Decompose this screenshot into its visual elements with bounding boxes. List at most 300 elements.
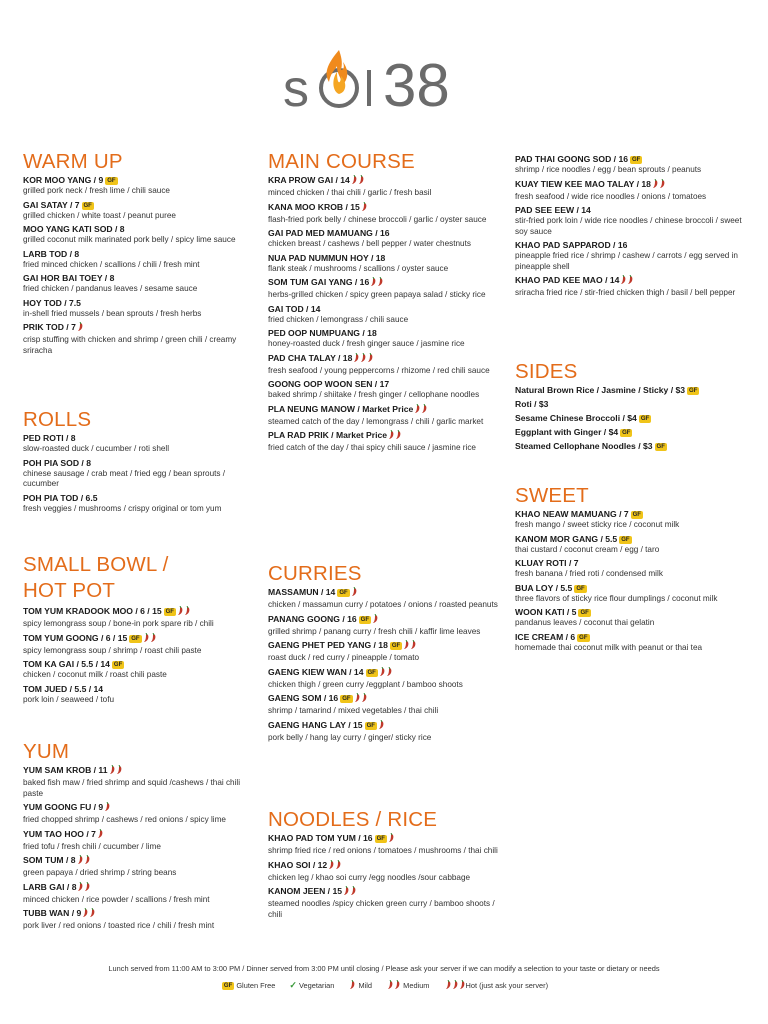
menu-item-name (268, 403, 500, 417)
gf-badge-icon: GF (107, 178, 116, 184)
menu-item-description: homemade thai coconut milk with peanut or thai tea (515, 642, 703, 652)
menu-item-name (268, 586, 500, 600)
menu-item-title: Natural Brown Rice / Jasmine / Sticky / $3 (515, 385, 686, 395)
legend-mild: Mild (348, 981, 372, 990)
menu-item (515, 606, 747, 629)
menu-item-name (268, 613, 500, 627)
menu-item (268, 227, 500, 250)
menu-item (23, 248, 255, 271)
menu-item-title: KRA PROW GAI / 14 (268, 175, 350, 185)
menu-item-description: grilled pork neck / fresh lime / chili sauce (23, 186, 170, 195)
menu-item-name (23, 828, 255, 842)
menu-item-title: PLA RAD PRIK / Market Price (268, 430, 388, 440)
section-title: WARM UP (23, 150, 123, 173)
menu-item-title: MOO YANG KATI SOD / 8 (23, 224, 125, 234)
menu-item-title: SOM TUM GAI YANG / 16 (268, 277, 370, 287)
menu-item-name (515, 631, 747, 643)
svg-text:38: 38 (383, 52, 450, 114)
menu-item (268, 639, 500, 664)
menu-item (268, 429, 500, 454)
menu-item (515, 426, 747, 438)
section-title: SWEET (515, 484, 589, 507)
menu-item-description: steamed catch of the day / lemongrass / chili / garlic market (268, 416, 484, 426)
gf-badge-icon: GF (656, 444, 665, 450)
menu-item-title: PLA NEUNG MANOW / Market Price (268, 403, 414, 414)
menu-item (268, 201, 500, 226)
menu-item-name (515, 582, 747, 594)
gf-badge-icon: GF (131, 635, 140, 642)
menu-item-title: PRIK TOD / 7 (23, 322, 76, 332)
menu-item-title: KHAO PAD KEE MAO / 14 (515, 275, 620, 285)
menu-item-title: GAENG PHET PED YANG / 18 (268, 640, 388, 650)
menu-item-title: PAD SEE EEW / 14 (515, 205, 591, 215)
legend (0, 980, 768, 992)
menu-item-title: KHAO SOI / 12 (268, 859, 328, 870)
chili-icon (351, 587, 358, 600)
menu-item (268, 613, 500, 638)
menu-item-title: POH PIA TOD / 6.5 (23, 492, 98, 503)
menu-item-description: flank steak / mushrooms / scallions / oyster sauce (268, 263, 449, 273)
menu-item (515, 204, 747, 237)
menu-item (515, 508, 747, 531)
menu-item-name (268, 276, 500, 290)
menu-item-name (515, 178, 747, 192)
menu-item (23, 801, 255, 826)
chili-icon (414, 404, 428, 417)
menu-item-description: pork liver / red onions / toasted rice / chili / fresh mint (23, 921, 215, 930)
menu-item-description: fried chicken / lemongrass / chili sauce (268, 314, 409, 324)
menu-item-name (515, 440, 747, 452)
menu-item-title: PAD CHA TALAY / 18 (268, 352, 353, 363)
menu-item-name (268, 174, 500, 188)
menu-item-name (23, 321, 255, 335)
menu-section (268, 808, 500, 922)
menu-item-title: GAI HOR BAI TOEY / 8 (23, 273, 115, 283)
legend-vegetarian: ✓ Vegetarian (289, 980, 335, 990)
menu-item-description: spicy lemongrass soup / shrimp / roast chili paste (23, 645, 202, 655)
menu-item-description: minced chicken / rice powder / scallions / fresh mint (23, 894, 210, 904)
menu-item-name (268, 227, 500, 239)
menu-item-name (515, 508, 747, 520)
menu-item (268, 692, 500, 717)
menu-item-name (23, 632, 255, 646)
chili-icon (388, 430, 402, 443)
menu-item (23, 658, 255, 681)
menu-item-description: grilled chicken / white toast / peanut puree (23, 210, 176, 220)
menu-item-description: grilled shrimp / panang curry / fresh chili / kaffir lime leaves (268, 626, 481, 636)
menu-item-title: KLUAY ROTI / 7 (515, 558, 579, 568)
menu-item-title: MASSAMUN / 14 (268, 587, 336, 597)
menu-item-title: KHAO PAD TOM YUM / 16 (268, 833, 373, 843)
menu-item (268, 378, 500, 401)
menu-item-description: fresh seafood / young peppercorns / rhizome / red chili sauce (268, 365, 490, 375)
menu-item (23, 297, 255, 320)
chili-icon (328, 860, 342, 873)
menu-item-description: pineapple fried rice / shrimp / cashew / carrots / egg served in pineapple shell (515, 251, 738, 271)
menu-item (515, 384, 747, 396)
menu-item-description: chicken breast / cashews / bell pepper / water chestnuts (268, 239, 471, 248)
menu-item-description: baked shrimp / shiitake / fresh ginger / cellophane noodles (268, 390, 480, 399)
menu-item-description: in-shell fried mussels / bean sprouts / fresh herbs (23, 308, 202, 318)
menu-section (515, 153, 747, 301)
menu-item (515, 440, 747, 452)
menu-item-name (23, 457, 255, 469)
menu-section (515, 360, 747, 454)
menu-item (268, 666, 500, 691)
menu-item-description: chicken leg / khao soi curry /egg noodles /sour cabbage (268, 872, 471, 882)
menu-item-description: fresh veggies / mushrooms / crispy original or tom yum (23, 503, 222, 513)
menu-item (268, 352, 500, 377)
menu-item (23, 828, 255, 853)
menu-item-title: TOM YUM GOONG / 6 / 15 (23, 632, 128, 643)
menu-item-name (23, 272, 255, 284)
chili-icon (361, 202, 368, 215)
gf-badge-icon: GF (83, 202, 92, 209)
menu-item (268, 276, 500, 301)
menu-item-title: SOM TUM / 8 (23, 855, 76, 865)
menu-item-name (515, 412, 747, 424)
menu-item-name (515, 204, 747, 216)
menu-item-name (268, 327, 500, 339)
menu-item-description: fresh banana / fried roti / condensed milk (515, 569, 663, 578)
menu-item (23, 632, 255, 657)
menu-item (23, 223, 255, 246)
menu-item-title: Roti / $3 (515, 399, 549, 409)
menu-item-title: WOON KATI / 5 (515, 607, 577, 617)
menu-item-title: GAI SATAY / 7 (23, 199, 80, 210)
menu-item-title: TUBB WAN / 9 (23, 908, 82, 918)
menu-item-name (23, 174, 255, 186)
menu-item-description: herbs-grilled chicken / spicy green papaya salad / sticky rice (268, 290, 486, 299)
legend-gluten-free: GF Gluten Free (223, 981, 276, 990)
menu-item-description: chicken thigh / green curry /eggplant / bamboo shoots (268, 679, 463, 689)
chili-icon (177, 606, 191, 619)
menu-item-description: slow-roasted duck / cucumber / roti shell (23, 444, 170, 453)
menu-item-title: GAENG SOM / 16 (268, 693, 339, 703)
menu-item (23, 907, 255, 932)
menu-item-name (268, 666, 500, 680)
menu-item-name (23, 854, 255, 868)
menu-item-title: GAENG HANG LAY / 15 (268, 719, 363, 730)
menu-item-description: fresh seafood / wide rice noodles / onions / tomatoes (515, 191, 707, 201)
chili-icon (351, 175, 365, 188)
menu-item-name (515, 274, 747, 288)
chili-icon (620, 275, 634, 288)
menu-item-title: GAI TOD / 14 (268, 303, 321, 314)
gf-badge-icon: GF (339, 590, 348, 596)
menu-item-title: Sesame Chinese Broccoli / $4 (515, 413, 637, 423)
menu-item-name (268, 429, 500, 443)
menu-item-description: chicken / massamun curry / potatoes / onions / roasted peanuts (268, 600, 498, 609)
chili-icon (379, 667, 393, 680)
menu-item (23, 683, 255, 706)
menu-item-title: GAI PAD MED MAMUANG / 16 (268, 228, 390, 238)
menu-item-title: PAD THAI GOONG SOD / 16 (515, 154, 629, 164)
menu-item (515, 557, 747, 580)
menu-item (268, 252, 500, 275)
menu-item-name (23, 248, 255, 260)
gf-badge-icon: GF (113, 662, 123, 668)
menu-item-name (268, 832, 500, 846)
menu-item-name (515, 153, 747, 165)
menu-item-description: pork belly / hang lay curry / ginger/ sticky rice (268, 732, 432, 742)
menu-item (268, 832, 500, 857)
menu-item-title: TOM YUM KRADOOK MOO / 6 / 15 (23, 606, 162, 616)
chili-icon (370, 277, 384, 290)
menu-item (268, 327, 500, 350)
menu-item-description: crisp stuffing with chicken and shrimp / green chili / creamy sriracha (23, 335, 237, 355)
menu-item (515, 153, 747, 176)
menu-item-description: sriracha fried rice / stir-fried chicken thigh / basil / bell pepper (515, 288, 736, 297)
menu-item-title: PED OOP NUMPUANG / 18 (268, 328, 377, 338)
menu-item-description: fried chicken / pandanus leaves / sesame sauce (23, 284, 198, 293)
menu-item (515, 239, 747, 272)
gf-badge-icon: GF (632, 512, 641, 518)
menu-item (268, 859, 500, 884)
menu-item-name (268, 201, 500, 215)
section-title: SIDES (515, 360, 578, 383)
menu-section (23, 150, 255, 358)
gf-badge-icon: GF (360, 616, 369, 623)
menu-item-name (23, 297, 255, 309)
menu-item (23, 605, 255, 630)
gf-badge-icon: GF (165, 609, 174, 615)
menu-item-description: pandanus leaves / coconut thai gelatin (515, 618, 655, 627)
menu-section (23, 552, 255, 707)
section-title: ROLLS (23, 408, 92, 431)
gf-badge-icon: GF (367, 669, 376, 676)
menu-item (515, 412, 747, 424)
menu-item (515, 274, 747, 299)
menu-section (268, 150, 500, 456)
menu-item-description: chicken / coconut milk / roast chili paste (23, 670, 167, 679)
section-title: NOODLES / RICE (268, 808, 438, 831)
menu-item (23, 199, 255, 222)
menu-item-name (23, 432, 255, 444)
menu-item-name (23, 492, 255, 504)
menu-item-description: fresh mango / sweet sticky rice / coconut milk (515, 520, 680, 529)
menu-item-name (23, 764, 255, 778)
menu-item-title: GAENG KIEW WAN / 14 (268, 666, 364, 677)
menu-item-title: KANOM MOR GANG / 5.5 (515, 533, 618, 544)
menu-item (515, 533, 747, 556)
menu-item (515, 582, 747, 605)
menu-item (23, 432, 255, 455)
menu-item-description: shrimp fried rice / red onions / tomatoes / mushrooms / thai chili (268, 846, 498, 855)
menu-item-name (268, 692, 500, 706)
menu-item-name (515, 398, 747, 410)
chili-icon (652, 179, 666, 192)
menu-item (515, 398, 747, 410)
svg-text:s: s (283, 60, 309, 114)
legend-hot: Hot (just ask your server) (444, 981, 549, 990)
menu-item (515, 631, 747, 654)
menu-item-title: PED ROTI / 8 (23, 433, 76, 443)
menu-item (268, 719, 500, 744)
menu-item-name (515, 606, 747, 618)
menu-item-name (23, 881, 255, 895)
section-title: MAIN COURSE (268, 150, 415, 173)
menu-item-name (268, 885, 500, 899)
chili-icon (378, 720, 385, 733)
menu-item-title: BUA LOY / 5.5 (515, 582, 573, 593)
menu-item-title: NUA PAD NUMMUN HOY / 18 (268, 252, 386, 263)
chili-icon (353, 353, 374, 366)
chili-icon (403, 640, 417, 653)
menu-item-name (23, 658, 255, 670)
menu-item-name (268, 352, 500, 366)
menu-item-title: PANANG GOONG / 16 (268, 613, 357, 624)
gf-badge-icon: GF (580, 610, 589, 616)
menu-item-title: LARB TOD / 8 (23, 248, 80, 259)
gf-badge-icon: GF (622, 430, 631, 436)
menu-item-name (515, 533, 747, 545)
menu-item-title: HOY TOD / 7.5 (23, 297, 81, 308)
menu-item-name (515, 239, 747, 251)
menu-item-title: TOM JUED / 5.5 / 14 (23, 683, 104, 694)
gf-badge-icon: GF (376, 836, 385, 842)
menu-item (23, 272, 255, 295)
chili-icon (354, 693, 368, 706)
gf-badge-icon: GF (342, 696, 351, 702)
menu-item-description: fried tofu / fresh chili / cucumber / lime (23, 841, 161, 851)
menu-item-description: roast duck / red curry / pineapple / tomato (268, 653, 420, 662)
chili-icon (349, 980, 356, 992)
menu-item (23, 492, 255, 515)
menu-item-name (515, 557, 747, 569)
chili-icon (372, 614, 379, 627)
section-title: YUM (23, 740, 70, 763)
menu-item (23, 881, 255, 906)
chili-icon (97, 829, 104, 842)
menu-item (268, 586, 500, 611)
service-hours-note: Lunch served from 11:00 AM to 3:00 PM / Dinner served from 3:00 PM until closing / Please ask your server if we can modify a selection to your taste or dietary or needs (108, 964, 660, 973)
menu-item-name (268, 303, 500, 315)
menu-item-title: GOONG OOP WOON SEN / 17 (268, 379, 390, 389)
menu-item (268, 403, 500, 428)
menu-section (23, 408, 255, 516)
menu-item-description: thai custard / coconut cream / egg / taro (515, 544, 660, 554)
menu-item (23, 854, 255, 879)
menu-item-title: Eggplant with Ginger / $4 (515, 427, 619, 437)
chili-icon (77, 322, 84, 335)
menu-item-description: steamed noodles /spicy chicken green curry / bamboo shoots / chili (268, 899, 495, 919)
gf-badge-icon: GF (366, 722, 375, 729)
menu-item-name (268, 252, 500, 264)
menu-item-title: KHAO PAD SAPPAROD / 16 (515, 240, 628, 250)
menu-section (515, 484, 747, 655)
chili-icon (387, 980, 401, 992)
menu-item (23, 321, 255, 356)
menu-item-name (23, 801, 255, 815)
section-title: CURRIES (268, 562, 362, 585)
menu-item-title: ICE CREAM / 6 (515, 631, 576, 642)
chili-icon (143, 633, 157, 646)
menu-item-description: shrimp / rice noodles / egg / bean sprouts / peanuts (515, 165, 702, 174)
menu-item-name (23, 605, 255, 619)
menu-item-name (268, 859, 500, 873)
menu-item-description: shrimp / tamarind / mixed vegetables / thai chili (268, 706, 439, 715)
menu-item-name (23, 223, 255, 235)
menu-item-description: minced chicken / thai chili / garlic / fresh basil (268, 188, 432, 197)
menu-item-description: three flavors of sticky rice flour dumplings / coconut milk (515, 593, 718, 603)
chili-icon (77, 855, 91, 868)
menu-item-name (23, 683, 255, 695)
soi38-logo (283, 42, 488, 114)
gf-badge-icon: GF (689, 388, 698, 394)
menu-item-title: YUM TAO HOO / 7 (23, 828, 96, 839)
menu-item-description: honey-roasted duck / fresh ginger sauce / jasmine rice (268, 339, 465, 348)
menu-item-title: POH PIA SOD / 8 (23, 457, 91, 468)
menu-item-name (268, 639, 500, 653)
menu-item (515, 178, 747, 203)
gf-badge-icon: GF (632, 157, 641, 163)
menu-item-name (268, 719, 500, 733)
chili-icon (77, 882, 91, 895)
menu-item-name (515, 384, 747, 396)
menu-item-description: fried minced chicken / scallions / chili / fresh mint (23, 259, 200, 269)
menu-item-description: stir-fried pork loin / wide rice noodles / chinese broccoli / sweet soy sauce (515, 216, 742, 236)
chili-icon (104, 802, 111, 815)
menu-item-description: chinese sausage / crab meat / fried egg / bean sprouts / cucumber (23, 468, 226, 488)
menu-item (23, 457, 255, 490)
menu-item (268, 885, 500, 920)
menu-item-title: KUAY TIEW KEE MAO TALAY / 18 (515, 178, 651, 189)
chili-icon (445, 980, 466, 992)
menu-item (23, 764, 255, 799)
gf-badge-icon: GF (223, 983, 233, 989)
menu-item-name (23, 907, 255, 921)
menu-item-description: fried chopped shrimp / cashews / red onions / spicy lime (23, 815, 226, 824)
legend-medium: Medium (386, 981, 429, 990)
menu-item-description: pork loin / seaweed / tofu (23, 694, 115, 704)
menu-item-description: flash-fried pork belly / chinese broccoli / garlic / oyster sauce (268, 214, 487, 224)
menu-item-description: baked fish maw / fried shrimp and squid /cashews / thai chili paste (23, 778, 241, 798)
menu-item-name (23, 199, 255, 211)
menu-item-title: YUM SAM KROB / 11 (23, 765, 108, 775)
menu-section (268, 562, 500, 745)
menu-item-title: Steamed Cellophane Noodles / $3 (515, 441, 653, 451)
menu-item-description: fried catch of the day / thai spicy chili sauce / jasmine rice (268, 443, 476, 452)
menu-item (268, 303, 500, 326)
gf-badge-icon: GF (391, 643, 401, 649)
menu-item-title: KANOM JEEN / 15 (268, 886, 343, 896)
menu-item-name (268, 378, 500, 390)
menu-item-description: spicy lemongrass soup / bone-in pork spare rib / chili (23, 619, 214, 628)
gf-badge-icon: GF (640, 416, 650, 422)
menu-item-title: TOM KA GAI / 5.5 / 14 (23, 659, 110, 669)
menu-item-title: KHAO NEAW MAMUANG / 7 (515, 509, 629, 519)
menu-item-description: green papaya / dried shrimp / string beans (23, 868, 177, 877)
menu-item-title: KOR MOO YANG / 9 (23, 175, 104, 185)
menu-item-title: LARB GAI / 8 (23, 881, 77, 892)
check-icon: ✓ (289, 980, 297, 990)
chili-icon (343, 886, 357, 899)
menu-item-name (515, 426, 747, 438)
gf-badge-icon: GF (621, 536, 630, 543)
menu-item (268, 174, 500, 199)
section-title: SMALL BOWL / HOT POT (23, 553, 169, 602)
gf-badge-icon: GF (579, 634, 588, 641)
chili-icon (82, 908, 96, 921)
menu-item-title: YUM GOONG FU / 9 (23, 802, 104, 812)
menu-item (23, 174, 255, 197)
chili-icon (109, 765, 123, 778)
gf-badge-icon: GF (576, 585, 585, 592)
menu-section (23, 740, 255, 934)
chili-icon (388, 833, 395, 846)
menu-item-title: KANA MOO KROB / 15 (268, 201, 360, 212)
